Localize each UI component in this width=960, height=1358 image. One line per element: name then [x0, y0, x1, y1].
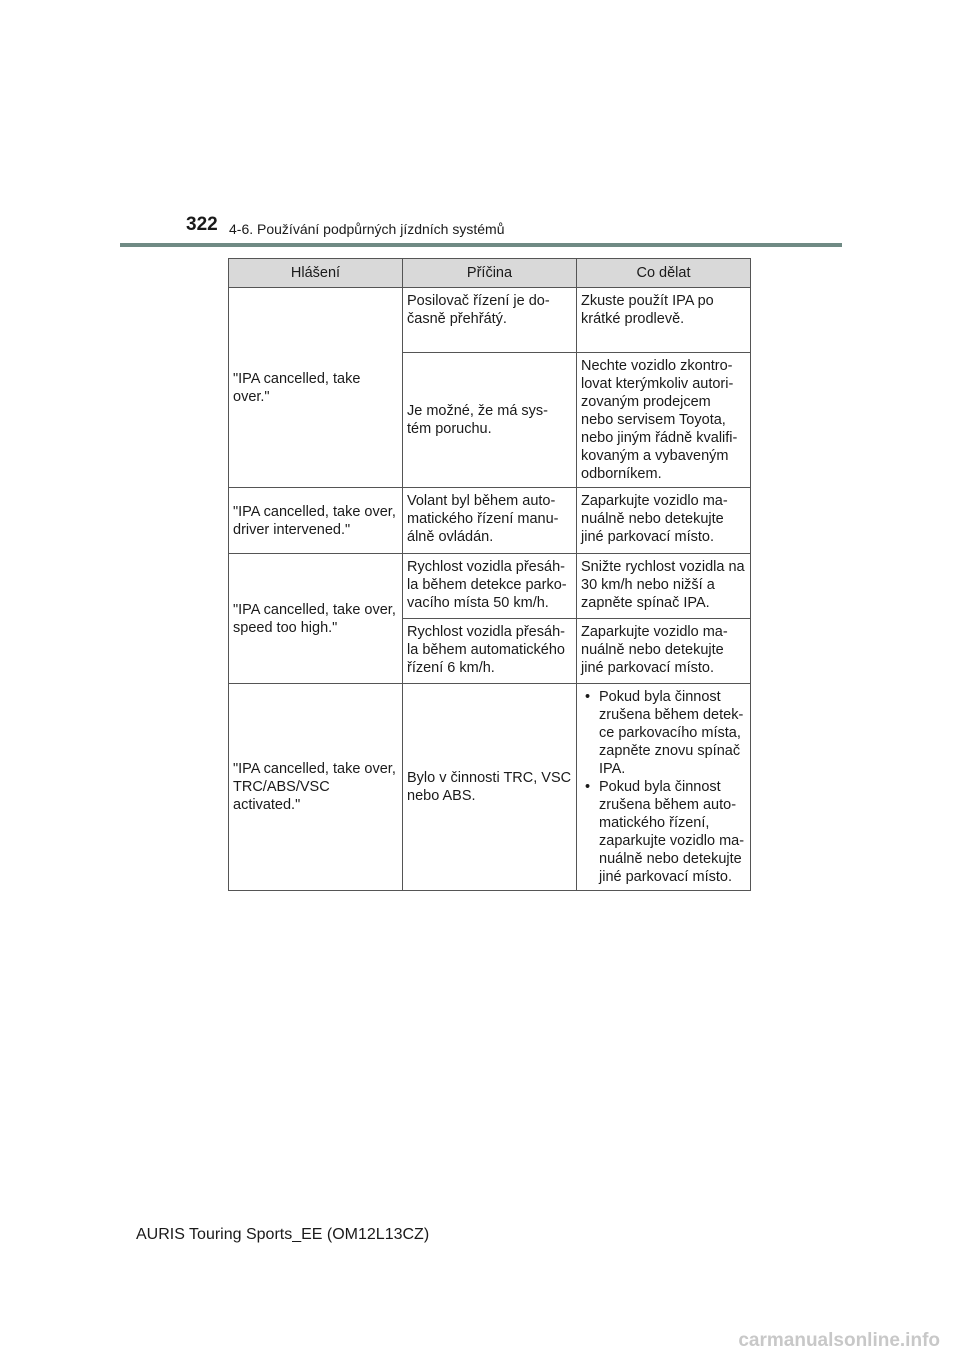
message-cell: "IPA cancelled, take over, driver intervened.": [229, 488, 403, 554]
page-number: 322: [186, 214, 218, 235]
action-cell: Nechte vozidlo zkontro-lovat kterýmkoliv autori-zovaným prodejcem nebo servisem Toyota, nebo jiným řádně kvalifi-kovaným a vybaveným odborníkem.: [577, 353, 751, 488]
action-bullet: • Pokud byla činnost zrušena během auto-matického řízení, zaparkujte vozidlo ma-nuálně nebo detekujte jiné parkovací místo.: [581, 778, 746, 886]
cause-cell: Je možné, že má sys-tém poruchu.: [403, 353, 577, 488]
table-row: [229, 554, 751, 619]
action-cell: Snižte rychlost vozidla na 30 km/h nebo nižší a zapněte spínač IPA.: [577, 554, 751, 619]
section-title: 4-6. Používání podpůrných jízdních systémů: [229, 221, 505, 237]
watermark: carmanualsonline.info: [738, 1330, 940, 1351]
message-cell: "IPA cancelled, take over.": [229, 288, 403, 488]
table-header-row: [229, 259, 751, 288]
footer-model-code: AURIS Touring Sports_EE (OM12L13CZ): [136, 1226, 430, 1243]
table-row: [229, 288, 751, 353]
column-header-message: Hlášení: [229, 259, 403, 288]
message-cell: "IPA cancelled, take over, TRC/ABS/VSC activated.": [229, 684, 403, 891]
column-header-cause: Příčina: [403, 259, 577, 288]
cause-cell: Volant byl během auto-matického řízení manu-álně ovládán.: [403, 488, 577, 554]
action-bullet: • Pokud byla činnost zrušena během detek-ce parkovacího místa, zapněte znovu spínač IPA.: [581, 688, 746, 778]
action-cell: Zaparkujte vozidlo ma-nuálně nebo detekujte jiné parkovací místo.: [577, 619, 751, 684]
action-cell: [577, 684, 751, 891]
message-cell: "IPA cancelled, take over, speed too high.": [229, 554, 403, 684]
action-cell: Zaparkujte vozidlo ma-nuálně nebo detekujte jiné parkovací místo.: [577, 488, 751, 554]
header-rule: [120, 243, 842, 247]
messages-table: [228, 258, 751, 891]
action-cell: Zkuste použít IPA po krátké prodlevě.: [577, 288, 751, 353]
action-bullet-list: [581, 688, 746, 886]
cause-cell: Posilovač řízení je do-časně přehřátý.: [403, 288, 577, 353]
column-header-action: Co dělat: [577, 259, 751, 288]
cause-cell: Bylo v činnosti TRC, VSC nebo ABS.: [403, 684, 577, 891]
cause-cell: Rychlost vozidla přesáh-la během automatického řízení 6 km/h.: [403, 619, 577, 684]
table-row: [229, 684, 751, 891]
table-row: [229, 488, 751, 554]
cause-cell: Rychlost vozidla přesáh-la během detekce parko-vacího místa 50 km/h.: [403, 554, 577, 619]
